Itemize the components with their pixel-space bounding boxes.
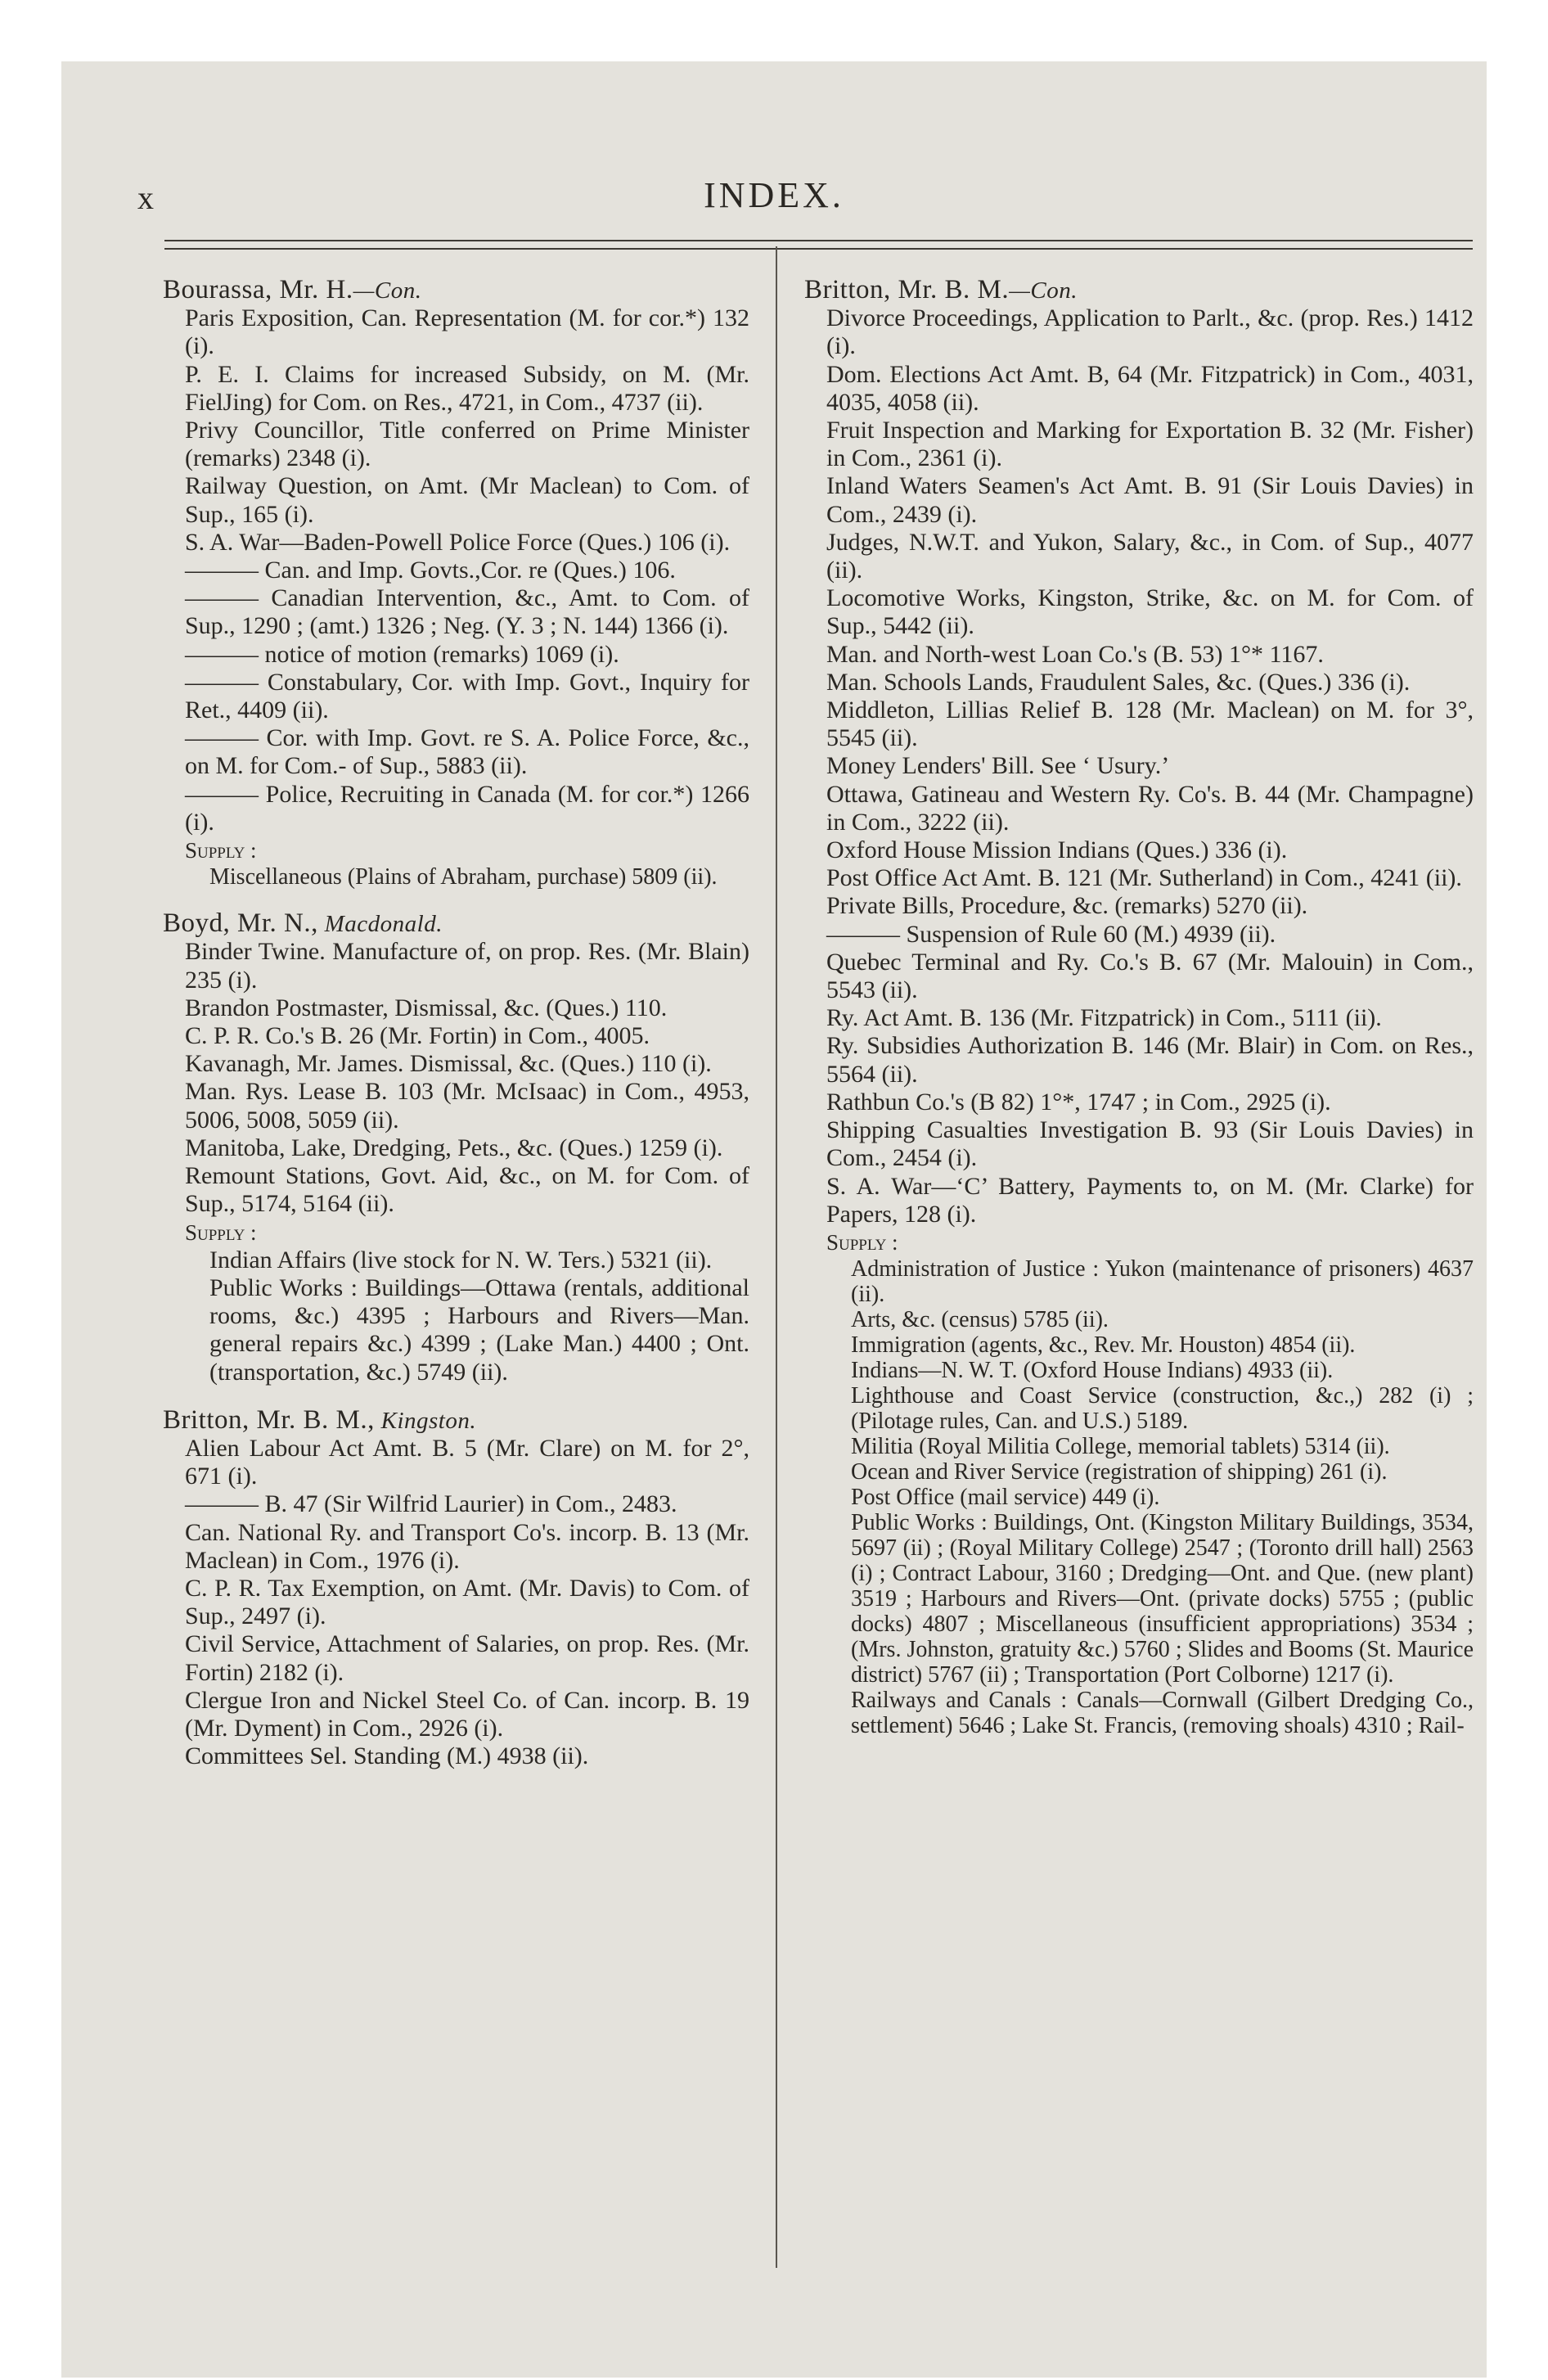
index-entry: Locomotive Works, Kingston, Strike, &c. on M. for Com. of Sup., 5442 (ii).	[826, 584, 1474, 640]
index-entry: Inland Waters Seamen's Act Amt. B. 91 (Sir Louis Davies) in Com., 2439 (i).	[826, 472, 1474, 528]
index-page	[61, 61, 1487, 2378]
supply-heading: Supply :	[185, 1219, 257, 1245]
index-heading	[163, 1406, 749, 1435]
index-heading	[163, 909, 749, 938]
index-entry: Fruit Inspection and Marking for Exportation B. 32 (Mr. Fisher) in Com., 2361 (i).	[826, 417, 1474, 472]
index-entry: ——— Cor. with Imp. Govt. re S. A. Police Force, &c., on M. for Com.- of Sup., 5883 (ii).	[185, 724, 749, 780]
index-entry: Divorce Proceedings, Application to Parlt., &c. (prop. Res.) 1412 (i).	[826, 304, 1474, 360]
index-entry: C. P. R. Co.'s B. 26 (Mr. Fortin) in Com., 4005.	[185, 1022, 650, 1050]
supply-item: Immigration (agents, &c., Rev. Mr. Houston) 4854 (ii).	[851, 1332, 1356, 1359]
index-entry: C. P. R. Tax Exemption, on Amt. (Mr. Davis) to Com. of Sup., 2497 (i).	[185, 1574, 749, 1630]
page-title: INDEX.	[704, 175, 844, 215]
supply-item: Administration of Justice : Yukon (maintenance of prisoners) 4637 (ii).	[851, 1256, 1474, 1308]
entry-gap	[163, 1386, 749, 1406]
supply-item: Indians—N. W. T. (Oxford House Indians) 4933 (ii).	[851, 1358, 1334, 1384]
index-heading	[163, 276, 749, 304]
supply-item: Indian Affairs (live stock for N. W. Ters.) 5321 (ii).	[209, 1246, 713, 1273]
index-entry: S. A. War—‘C’ Battery, Payments to, on M. (Mr. Clarke) for Papers, 128 (i).	[826, 1172, 1474, 1228]
index-entry: Binder Twine. Manufacture of, on prop. Res. (Mr. Blain) 235 (i).	[185, 938, 749, 994]
index-entry: Rathbun Co.'s (B 82) 1°*, 1747 ; in Com., 2925 (i).	[826, 1088, 1331, 1116]
index-entry: Quebec Terminal and Ry. Co.'s B. 67 (Mr. Malouin) in Com., 5543 (ii).	[826, 948, 1474, 1004]
index-entry: S. A. War—Baden-Powell Police Force (Ques.) 106 (i).	[185, 528, 731, 556]
supply-heading: Supply :	[185, 838, 257, 863]
page-number: x	[137, 179, 155, 216]
supply-item: Railways and Canals : Canals—Cornwall (Gilbert Dredging Co., settlement) 5646 ; Lake St. Francis, (removing shoals) 4310 ; Rail-	[851, 1688, 1474, 1739]
heading-constituency: —Con.	[353, 277, 422, 304]
supply-item: Ocean and River Service (registration of shipping) 261 (i).	[851, 1459, 1388, 1485]
supply-item: Public Works : Buildings, Ont. (Kingston Military Buildings, 3534, 5697 (ii) ; (Royal Military College) 2547 ; (Toronto drill hall) 2563 (i) ; Contract Labour, 3160 ; Dredging—Ont. and Que. (new plant) 3519 ; Harbours and Rivers—Ont. (private docks) 5755 ; (public docks) 4807 ; Miscellaneous (insufficient appropriations) 3534 ; (Mrs. Johnston, gratuity &c.) 5760 ; Slides and Booms (St. Maurice district) 5767 (ii) ; Transportation (Port Colborne) 1217 (i).	[851, 1510, 1474, 1688]
index-entry: Ry. Subsidies Authorization B. 146 (Mr. Blair) in Com. on Res., 5564 (ii).	[826, 1032, 1474, 1088]
index-entry: Post Office Act Amt. B. 121 (Mr. Sutherland) in Com., 4241 (ii).	[826, 864, 1462, 892]
header-rule	[164, 240, 1473, 241]
supply-item: Arts, &c. (census) 5785 (ii).	[851, 1307, 1109, 1333]
index-entry: ——— Constabulary, Cor. with Imp. Govt., Inquiry for Ret., 4409 (ii).	[185, 668, 749, 724]
index-entry: Kavanagh, Mr. James. Dismissal, &c. (Ques.) 110 (i).	[185, 1050, 712, 1078]
heading-constituency: —Con.	[1009, 277, 1078, 304]
supply-heading: Supply :	[826, 1229, 898, 1255]
index-entry: Private Bills, Procedure, &c. (remarks) 5270 (ii).	[826, 892, 1308, 920]
heading-constituency: Kingston.	[374, 1407, 477, 1434]
index-entry: Manitoba, Lake, Dredging, Pets., &c. (Ques.) 1259 (i).	[185, 1134, 723, 1161]
index-entry: Remount Stations, Govt. Aid, &c., on M. for Com. of Sup., 5174, 5164 (ii).	[185, 1162, 749, 1218]
index-entry: Man. Schools Lands, Fraudulent Sales, &c. (Ques.) 336 (i).	[826, 668, 1411, 696]
index-entry: Ry. Act Amt. B. 136 (Mr. Fitzpatrick) in Com., 5111 (ii).	[826, 1004, 1382, 1032]
index-entry: ——— Suspension of Rule 60 (M.) 4939 (ii).	[826, 920, 1276, 948]
index-entry: ——— Canadian Intervention, &c., Amt. to Com. of Sup., 1290 ; (amt.) 1326 ; Neg. (Y. 3 ; N. 144) 1366 (i).	[185, 584, 749, 640]
index-entry: Shipping Casualties Investigation B. 93 (Sir Louis Davies) in Com., 2454 (i).	[826, 1116, 1474, 1172]
entry-gap	[163, 890, 749, 909]
column-divider	[776, 246, 777, 2268]
supply-item: Lighthouse and Coast Service (construction, &c.,) 282 (i) ; (Pilotage rules, Can. and U.S.) 5189.	[851, 1383, 1474, 1435]
index-heading	[804, 276, 1474, 304]
supply-item: Militia (Royal Militia College, memorial tablets) 5314 (ii).	[851, 1434, 1390, 1460]
index-entry: Middleton, Lillias Relief B. 128 (Mr. Maclean) on M. for 3°, 5545 (ii).	[826, 696, 1474, 752]
index-entry: Dom. Elections Act Amt. B, 64 (Mr. Fitzpatrick) in Com., 4031, 4035, 4058 (ii).	[826, 360, 1474, 416]
supply-item: Post Office (mail service) 449 (i).	[851, 1485, 1160, 1511]
index-entry: Man. and North-west Loan Co.'s (B. 53) 1°* 1167.	[826, 640, 1324, 668]
heading-constituency: Macdonald.	[317, 911, 443, 938]
left-column	[163, 276, 749, 1770]
index-entry: ——— notice of motion (remarks) 1069 (i).	[185, 640, 619, 668]
index-entry: Oxford House Mission Indians (Ques.) 336 (i).	[826, 836, 1288, 864]
index-entry: ——— B. 47 (Sir Wilfrid Laurier) in Com., 2483.	[185, 1490, 677, 1518]
index-entry: Man. Rys. Lease B. 103 (Mr. McIsaac) in Com., 4953, 5006, 5008, 5059 (ii).	[185, 1078, 749, 1134]
heading-name: Britton, Mr. B. M.,	[163, 1404, 375, 1435]
index-entry: Judges, N.W.T. and Yukon, Salary, &c., in Com. of Sup., 4077 (ii).	[826, 528, 1474, 584]
right-column	[804, 276, 1474, 1738]
supply-item: Miscellaneous (Plains of Abraham, purchase) 5809 (ii).	[209, 864, 718, 890]
index-entry: Ottawa, Gatineau and Western Ry. Co's. B. 44 (Mr. Champagne) in Com., 3222 (ii).	[826, 780, 1474, 836]
index-entry: Can. National Ry. and Transport Co's. incorp. B. 13 (Mr. Maclean) in Com., 1976 (i).	[185, 1518, 749, 1574]
heading-name: Boyd, Mr. N.,	[163, 908, 318, 939]
index-entry: ——— Police, Recruiting in Canada (M. for cor.*) 1266 (i).	[185, 780, 749, 836]
heading-name: Bourassa, Mr. H.	[163, 275, 353, 304]
heading-name: Britton, Mr. B. M.	[804, 275, 1010, 304]
index-entry: Money Lenders' Bill. See ‘ Usury.’	[826, 752, 1170, 780]
index-entry: Clergue Iron and Nickel Steel Co. of Can. incorp. B. 19 (Mr. Dyment) in Com., 2926 (i).	[185, 1686, 749, 1742]
index-entry: P. E. I. Claims for increased Subsidy, on M. (Mr. FielJing) for Com. on Res., 4721, in Com., 4737 (ii).	[185, 360, 749, 416]
index-entry: Paris Exposition, Can. Representation (M. for cor.*) 132 (i).	[185, 304, 749, 360]
index-entry: ——— Can. and Imp. Govts.,Cor. re (Ques.) 106.	[185, 557, 676, 584]
index-entry: Alien Labour Act Amt. B. 5 (Mr. Clare) on M. for 2°, 671 (i).	[185, 1434, 749, 1490]
index-entry: Privy Councillor, Title conferred on Prime Minister (remarks) 2348 (i).	[185, 417, 749, 472]
supply-item: Public Works : Buildings—Ottawa (rentals, additional rooms, &c.) 4395 ; Harbours and Rivers—Man. general repairs &c.) 4399 ; (Lake Man.) 4400 ; Ont. (transportation, &c.) 5749 (ii).	[209, 1273, 749, 1386]
header-rule	[164, 248, 1473, 250]
index-entry: Brandon Postmaster, Dismissal, &c. (Ques.) 110.	[185, 994, 668, 1021]
index-entry: Committees Sel. Standing (M.) 4938 (ii).	[185, 1742, 589, 1770]
index-entry: Civil Service, Attachment of Salaries, on prop. Res. (Mr. Fortin) 2182 (i).	[185, 1630, 749, 1686]
index-entry: Railway Question, on Amt. (Mr Maclean) to Com. of Sup., 165 (i).	[185, 472, 749, 528]
